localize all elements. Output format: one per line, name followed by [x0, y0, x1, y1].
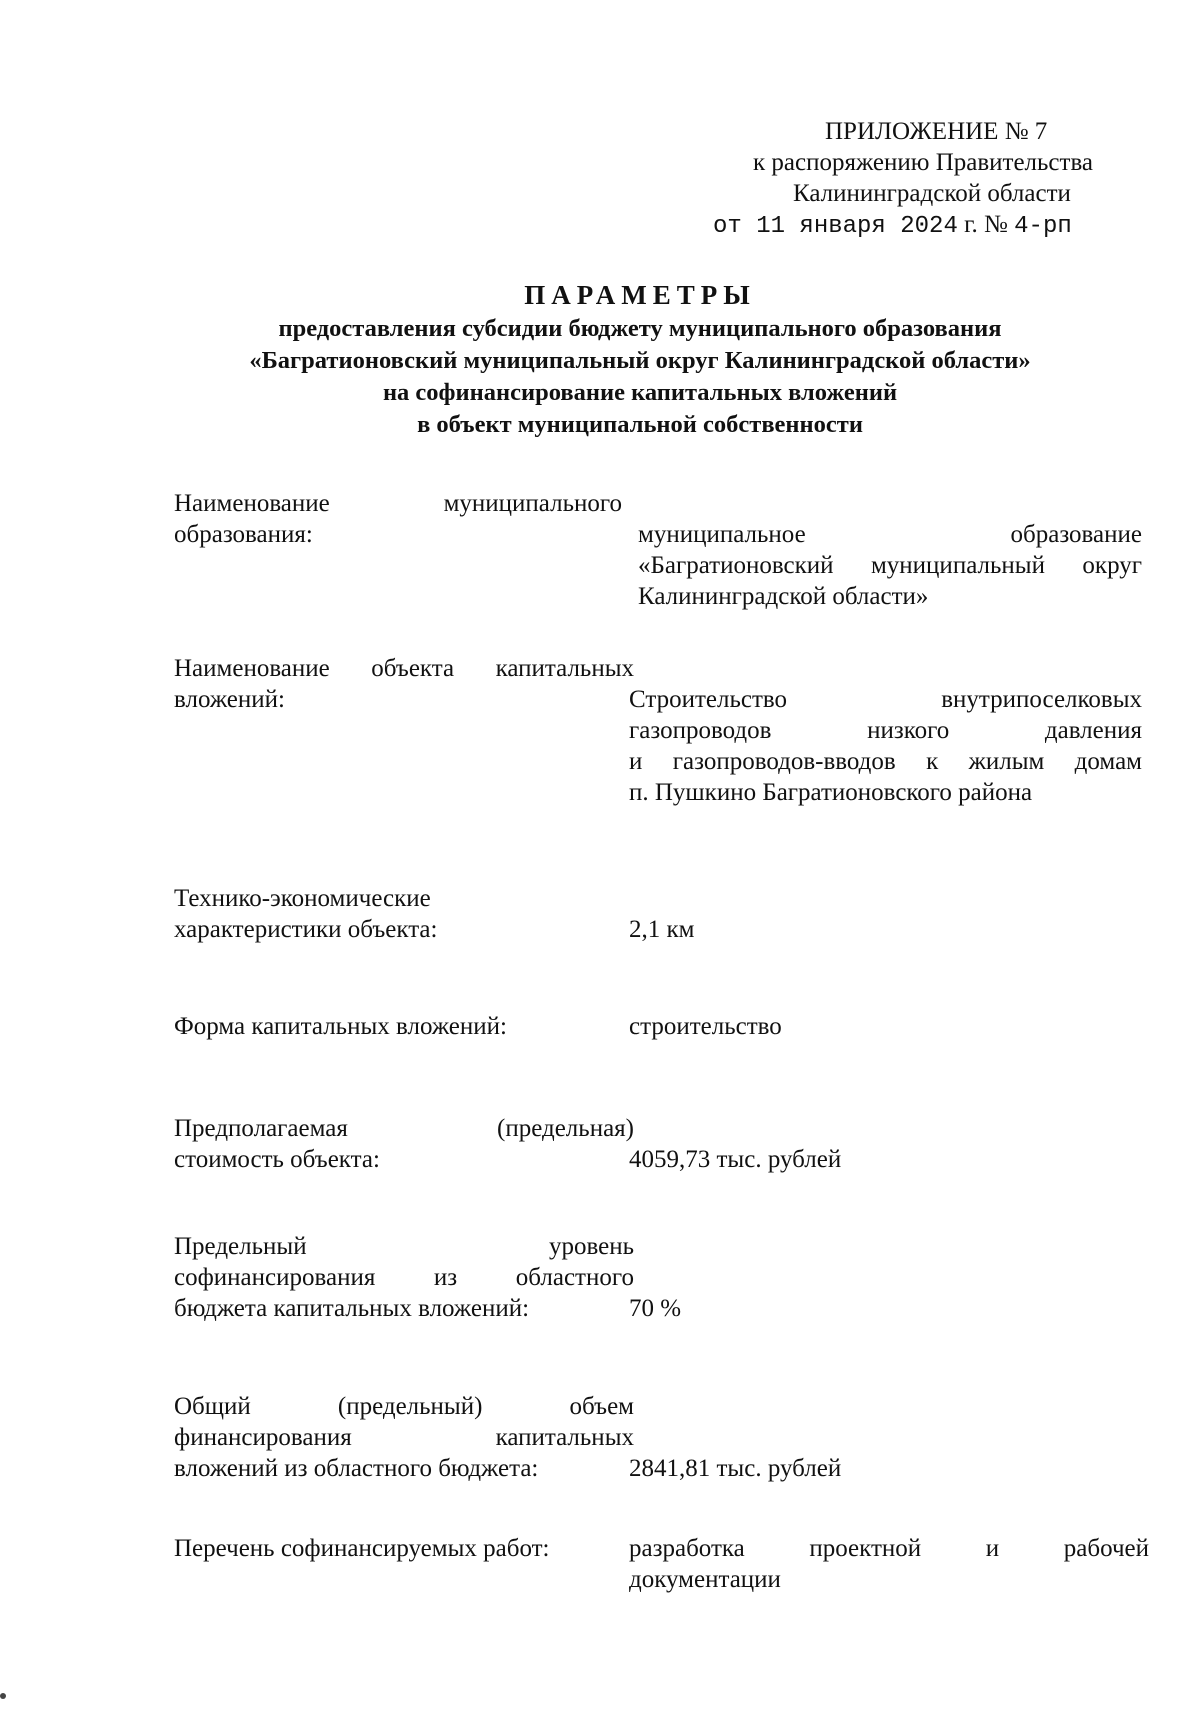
value-text: 2841,81 тыс. рублей [629, 1455, 842, 1482]
appendix-order-number: 4-рп [1014, 213, 1072, 240]
label-line: вложений из областного бюджета: [174, 1455, 539, 1482]
value-line: документации [629, 1566, 781, 1593]
param-label [174, 1293, 634, 1324]
label-line: бюджета капитальных вложений: [174, 1295, 530, 1322]
label-line: Наименование муниципального [174, 490, 622, 517]
param-value [629, 1293, 1149, 1324]
value-line: и газопроводов-вводов к жилым домам [629, 748, 1142, 775]
label-line: Предельный уровень [174, 1233, 634, 1260]
label-line: образования: [174, 521, 313, 548]
label-line: Общий (предельный) объем [174, 1393, 634, 1420]
param-value [629, 1533, 1149, 1595]
document-title-block [0, 277, 1200, 441]
param-label [174, 1113, 634, 1144]
scan-dot [0, 1693, 6, 1699]
label-line: софинансирования из областного [174, 1264, 634, 1291]
param-label [174, 1453, 634, 1484]
label-line: Перечень софинансируемых работ: [174, 1535, 550, 1562]
value-line: Калининградской области» [638, 583, 929, 610]
appendix-date: от 11 января 2024 [713, 213, 958, 240]
document-title: ПАРАМЕТРЫ [524, 280, 756, 310]
value-line: «Багратионовский муниципальный округ [638, 552, 1142, 579]
appendix-region: Калининградской области [793, 180, 1071, 207]
param-label [174, 1231, 634, 1293]
param-value [629, 914, 1149, 945]
value-line: Строительство внутрипоселковых [629, 686, 1142, 713]
param-value [629, 1144, 1149, 1175]
param-value [629, 684, 1142, 808]
appendix-date-number [660, 209, 1180, 242]
value-line: газопроводов низкого давления [629, 717, 1142, 744]
param-label [174, 1391, 634, 1453]
label-line: Форма капитальных вложений: [174, 1013, 507, 1040]
label-line: Технико-экономические [174, 885, 431, 912]
value-text: строительство [629, 1013, 782, 1040]
value-text: 4059,73 тыс. рублей [629, 1146, 842, 1173]
label-line: вложений: [174, 686, 285, 713]
param-label [174, 1011, 634, 1042]
param-value [629, 1011, 1149, 1042]
appendix-number-sign: г. № [957, 211, 1015, 238]
appendix-to-order: к распоряжению Правительства [753, 149, 1094, 176]
value-text: 2,1 км [629, 916, 695, 943]
value-text: 70 % [629, 1295, 682, 1322]
label-line: Наименование объекта капитальных [174, 655, 634, 682]
param-label [174, 653, 634, 684]
label-line: характеристики объекта: [174, 916, 438, 943]
value-line: муниципальное образование [638, 521, 1142, 548]
title-line-4: в объект муниципальной собственности [417, 411, 863, 438]
param-label [174, 488, 622, 519]
title-line-1: предоставления субсидии бюджету муниципального образования [278, 315, 1002, 342]
param-value [629, 1453, 1149, 1484]
label-line: финансирования капитальных [174, 1424, 634, 1451]
param-label [174, 1533, 634, 1564]
appendix-number: ПРИЛОЖЕНИЕ № 7 [825, 118, 1048, 145]
appendix-note [660, 116, 1180, 242]
title-line-2: «Багратионовский муниципальный округ Калининградской области» [249, 347, 1031, 374]
param-label [174, 883, 634, 945]
title-line-3: на софинансирование капитальных вложений [382, 379, 898, 406]
param-label [174, 519, 622, 550]
param-label [174, 684, 634, 715]
param-value [638, 519, 1142, 612]
param-label [174, 1144, 634, 1175]
value-line: разработка проектной и рабочей [629, 1535, 1149, 1562]
label-line: стоимость объекта: [174, 1146, 380, 1173]
value-line: п. Пушкино Багратионовского района [629, 779, 1033, 806]
label-line: Предполагаемая (предельная) [174, 1115, 634, 1142]
